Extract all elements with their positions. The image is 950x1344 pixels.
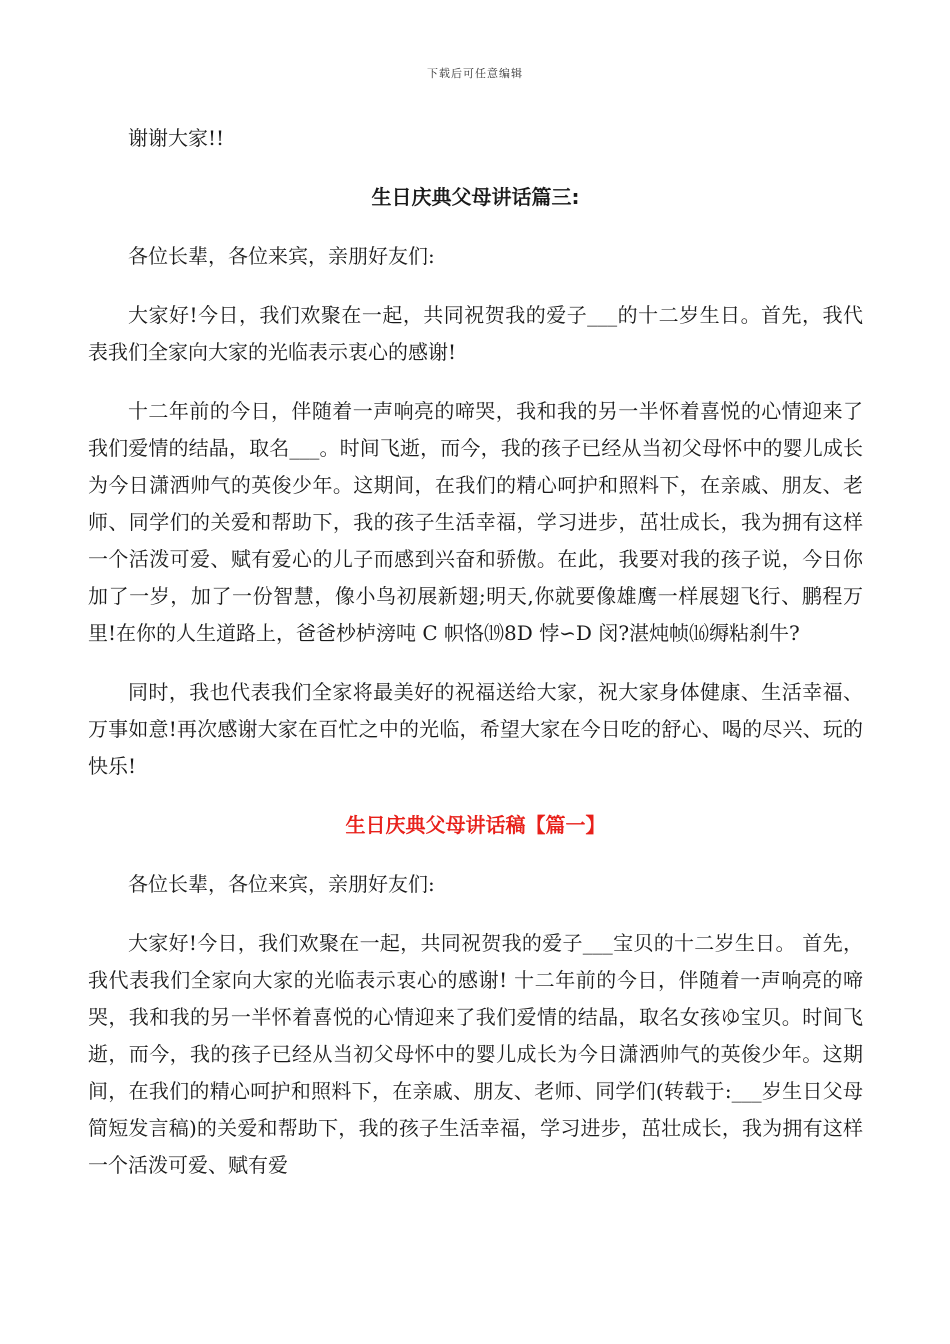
- story-paragraph: 十二年前的今日，伴随着一声响亮的啼哭，我和我的另一半怀着喜悦的心情迎来了我们爱情的结晶，取名___。时间飞逝，而今，我的孩子已经从当初父母怀中的婴儿成长为今日潇洒帅气的英俊少年。这期间，在我们的精心呵护和照料下，在亲戚、朋友、老师、同学们的关爱和帮助下，我的孩子生活幸福，学习进步，茁壮成长，我为拥有这样一个活泼可爱、赋有爱心的儿子而感到兴奋和骄傲。在此，我要对我的孩子说，今日你加了一岁，加了一份智慧，像小鸟初展新翅;明天,你就要像雄鹰一样展翅飞行、鹏程万里!在你的人生道路上，爸爸杪栌滂吨 C 帜恪⒆8D 悖∽D 闵?湛炖帧⒃缛粘刹牛?: [88, 399, 863, 645]
- greeting-paragraph-2: 大家好!今日，我们欢聚在一起，共同祝贺我的爱子___宝贝的十二岁生日。 首先，我代表我们全家向大家的光临表示衷心的感谢! 十二年前的今日，伴随着一声响亮的啼哭，我和我的另一半怀着喜悦的心情迎来了我们爱情的结晶，取名女孩ゆ宝贝。时间飞逝，而今，我的孩子已经从当初父母怀中的婴儿成长为今日潇洒帅气的英俊少年。这期间，在我们的精心呵护和照料下，在亲戚、朋友、老师、同学们(转载于:___岁生日父母简短发言稿)的关爱和帮助下，我的孩子生活幸福，学习进步，茁壮成长，我为拥有这样一个活泼可爱、赋有爱: [88, 931, 863, 1177]
- greeting-paragraph: 大家好!今日，我们欢聚在一起，共同祝贺我的爱子___的十二岁生日。首先，我代表我们全家向大家的光临表示衷心的感谢!: [88, 303, 863, 364]
- salutation-2: 各位长辈，各位来宾，亲朋好友们:: [128, 872, 435, 896]
- closing-thanks: 谢谢大家!!: [128, 126, 225, 150]
- page-header-note: 下载后可任意编辑: [427, 67, 523, 80]
- document-body: [88, 120, 863, 1206]
- wishes-paragraph: 同时，我也代表我们全家将最美好的祝福送给大家，祝大家身体健康、生活幸福、万事如意!再次感谢大家在百忙之中的光临，希望大家在今日吃的舒心、喝的尽兴、玩的快乐!: [88, 680, 863, 778]
- section-heading-part-three: 生日庆典父母讲话篇三:: [371, 185, 580, 209]
- section-heading-part-one: 生日庆典父母讲话稿【篇一】: [345, 813, 606, 837]
- salutation: 各位长辈，各位来宾，亲朋好友们:: [128, 244, 435, 268]
